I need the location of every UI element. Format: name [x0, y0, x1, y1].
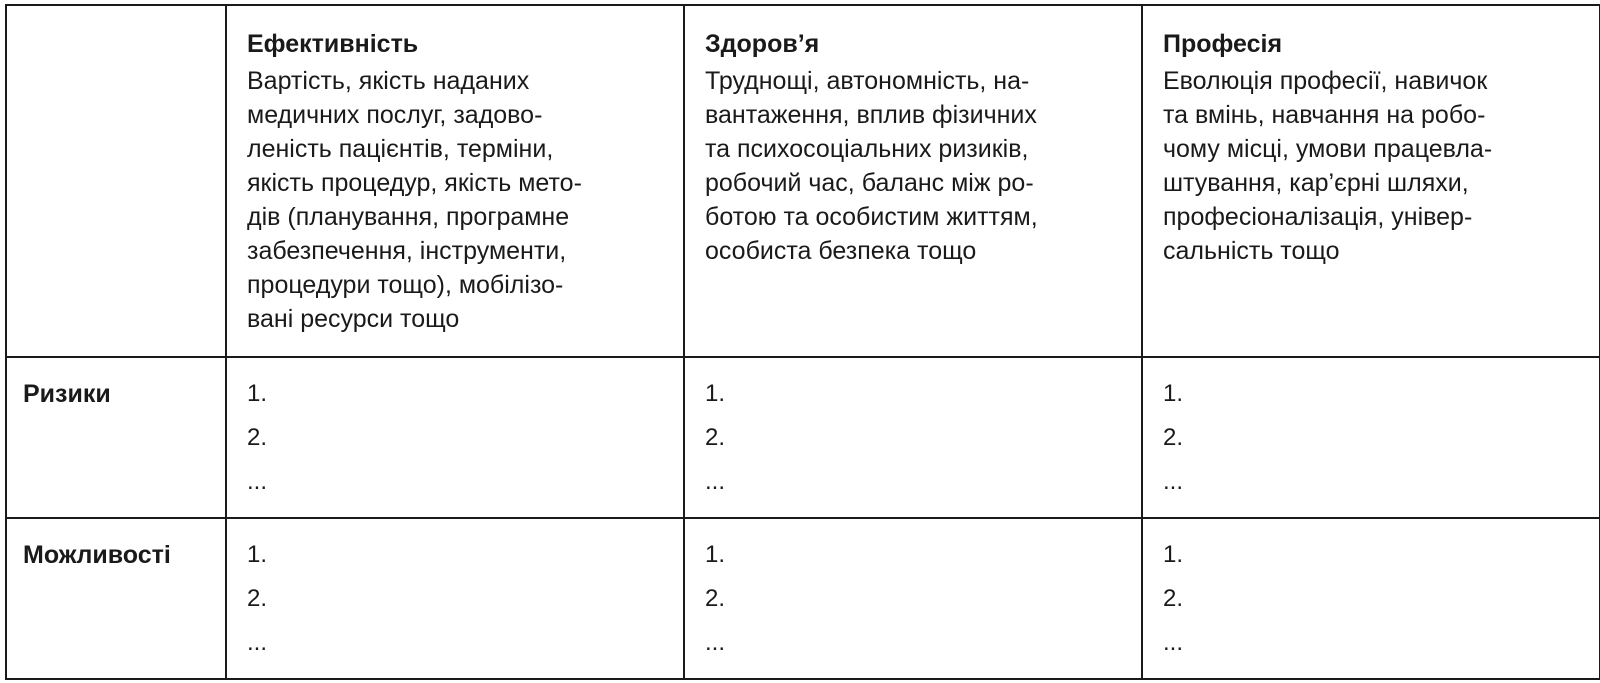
row-label: Ризики [23, 380, 111, 408]
row-label: Можливості [23, 541, 171, 569]
list-item: 2. [1163, 424, 1184, 451]
row-label-cell [6, 518, 226, 679]
list-item: 2. [705, 424, 726, 451]
list-item: ... [1163, 629, 1184, 656]
header-cell-health [684, 5, 1142, 357]
column-title: Здоров’я [705, 30, 820, 58]
list-item: 2. [1163, 585, 1184, 612]
list-item: 2. [247, 424, 268, 451]
corner-cell [6, 5, 226, 357]
opportunities-row [6, 518, 1600, 679]
numbered-list [1143, 519, 1599, 673]
column-title: Ефективність [247, 30, 419, 58]
numbered-list [227, 358, 683, 512]
list-item: 1. [1163, 541, 1184, 568]
table-cell [684, 357, 1142, 518]
list-item: 1. [705, 541, 726, 568]
table-cell [226, 357, 684, 518]
list-item: ... [247, 468, 268, 495]
header-cell-efficiency [226, 5, 684, 357]
numbered-list [227, 519, 683, 673]
list-item: ... [1163, 468, 1184, 495]
numbered-list [685, 519, 1141, 673]
header-row [6, 5, 1600, 357]
list-item: 1. [247, 541, 268, 568]
list-item: 1. [247, 380, 268, 407]
row-label-cell [6, 357, 226, 518]
list-item: ... [705, 468, 726, 495]
list-item: 1. [705, 380, 726, 407]
table-cell [1142, 518, 1600, 679]
list-item: 2. [247, 585, 268, 612]
column-description: Труднощі, автономність, на- вантаження, вплив фізичних та психосоціальних ризиків, робочий час, баланс між ро- ботою та особистим життям, особиста безпека тощо [705, 67, 1038, 265]
numbered-list [685, 358, 1141, 512]
risks-row [6, 357, 1600, 518]
list-item: 2. [705, 585, 726, 612]
table-cell [684, 518, 1142, 679]
risk-opportunity-table [5, 4, 1600, 680]
column-description: Вартість, якість наданих медичних послуг, задово- леність пацієнтів, терміни, якість процедур, якість мето- дів (планування, програмне забезпечення, інструменти, процедури тощо), мобілізо- вані ресурси тощо [247, 67, 582, 333]
numbered-list [1143, 358, 1599, 512]
table-cell [1142, 357, 1600, 518]
header-cell-profession [1142, 5, 1600, 357]
table-cell [226, 518, 684, 679]
list-item: 1. [1163, 380, 1184, 407]
column-description: Еволюція професії, навичок та вмінь, навчання на робо- чому місці, умови працевла- штування, кар’єрні шляхи, професіоналізація, універ- сальність тощо [1163, 67, 1493, 265]
list-item: ... [705, 629, 726, 656]
column-title: Професія [1163, 30, 1283, 58]
list-item: ... [247, 629, 268, 656]
